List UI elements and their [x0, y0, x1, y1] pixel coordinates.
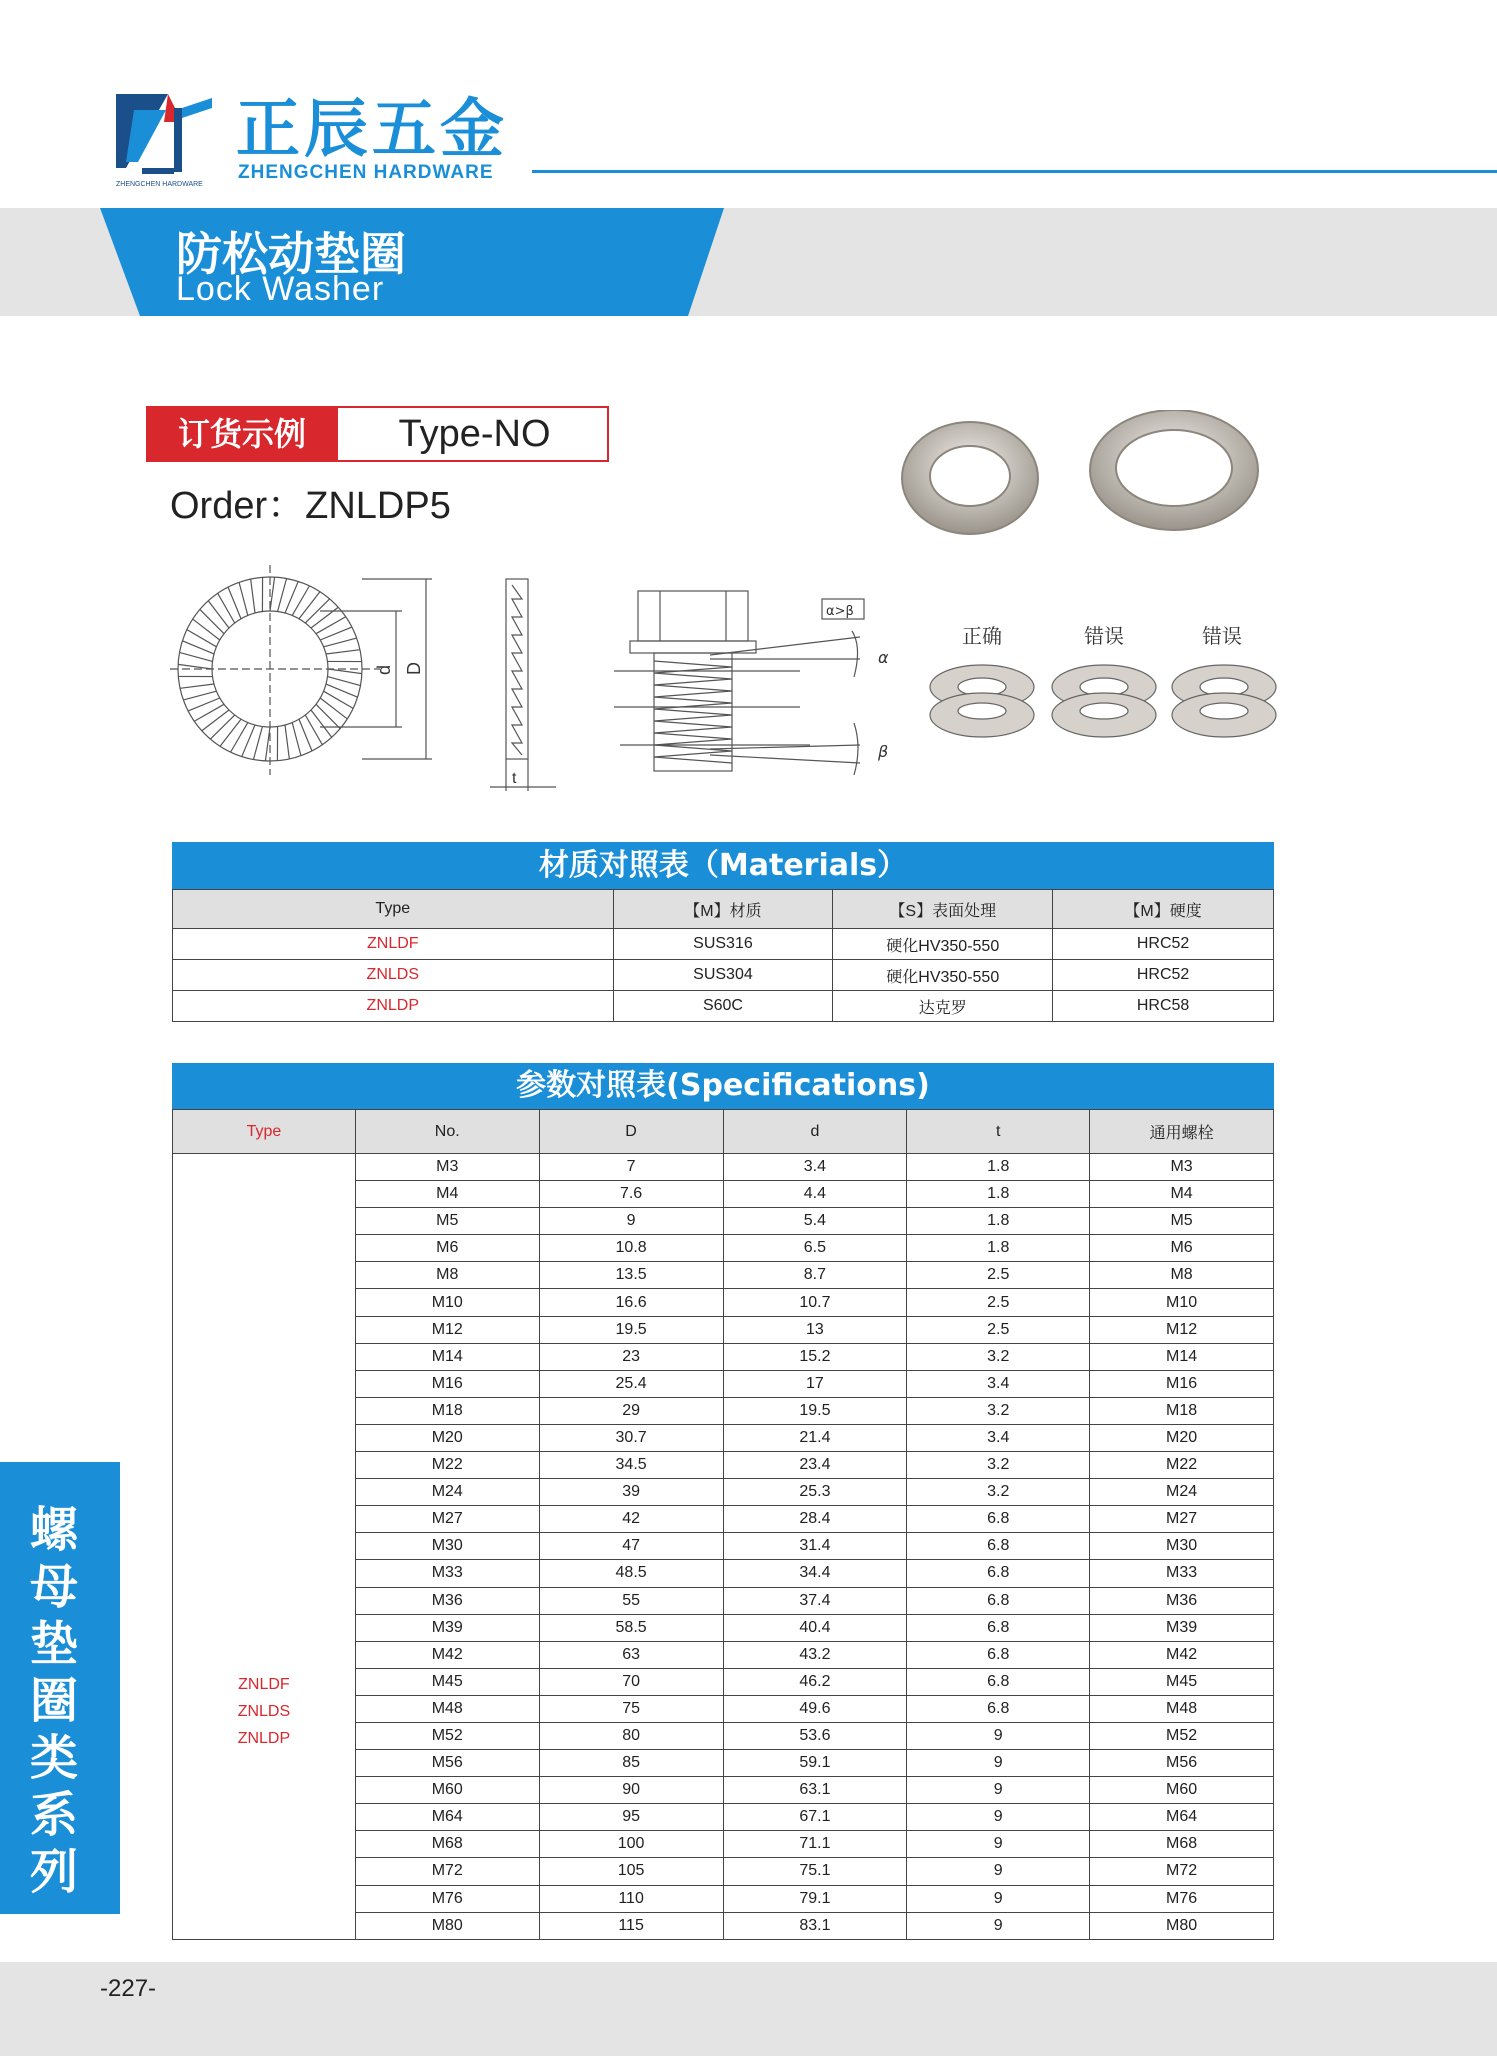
washer-serration — [210, 715, 234, 739]
specs-cell: 34.4 — [723, 1560, 907, 1587]
specs-header-row — [173, 1110, 1274, 1154]
materials-row — [173, 991, 1274, 1022]
specs-col-d: d — [723, 1110, 907, 1154]
page-title-cn: 防松动垫圈 — [176, 227, 406, 281]
materials-cell: HRC52 — [1053, 960, 1274, 991]
specs-cell: M56 — [1090, 1750, 1274, 1777]
order-tag: 订货示例 — [146, 406, 338, 462]
specs-cell: 9 — [907, 1831, 1090, 1858]
specs-cell: 37.4 — [723, 1587, 907, 1614]
washer-serration — [320, 698, 347, 719]
materials-col-type: Type — [173, 890, 614, 929]
specs-cell: 80 — [539, 1722, 723, 1749]
specs-col-no: No. — [355, 1110, 539, 1154]
specs-cell: 6.8 — [907, 1695, 1090, 1722]
materials-cell: HRC52 — [1053, 929, 1274, 960]
washer-side-view — [490, 579, 556, 791]
specs-cell: 9 — [907, 1722, 1090, 1749]
specs-cell: 6.8 — [907, 1668, 1090, 1695]
specs-cell: 6.8 — [907, 1506, 1090, 1533]
specs-cell: M42 — [355, 1641, 539, 1668]
specs-cell: 9 — [907, 1804, 1090, 1831]
label-correct: 正确 — [962, 624, 1002, 648]
specs-cell: 34.5 — [539, 1452, 723, 1479]
specs-title: 参数对照表(Specifications) — [172, 1063, 1274, 1109]
specs-cell: 3.4 — [723, 1154, 907, 1181]
specs-cell: 49.6 — [723, 1695, 907, 1722]
materials-cell: SUS304 — [613, 960, 833, 991]
specs-cell: 63.1 — [723, 1777, 907, 1804]
specs-cell: 31.4 — [723, 1533, 907, 1560]
order-code: Order：ZNLDP5 — [170, 485, 451, 527]
page-number: -227- — [100, 1975, 157, 2002]
washer-serration — [324, 638, 357, 647]
specs-cell: M5 — [355, 1208, 539, 1235]
specs-type-label: ZNLDP — [237, 1729, 291, 1747]
specs-cell: 9 — [907, 1858, 1090, 1885]
washer-serration — [183, 691, 216, 700]
washer-serration — [253, 727, 262, 760]
specs-cell: 8.7 — [723, 1262, 907, 1289]
specs-cell: M33 — [355, 1560, 539, 1587]
specs-cell: M24 — [1090, 1479, 1274, 1506]
specs-cell: 13 — [723, 1316, 907, 1343]
specs-cell: 7.6 — [539, 1181, 723, 1208]
materials-row — [173, 960, 1274, 991]
specs-cell: 53.6 — [723, 1722, 907, 1749]
specs-cell: 3.2 — [907, 1452, 1090, 1479]
washer-pairs — [930, 665, 1276, 737]
specs-cell: 5.4 — [723, 1208, 907, 1235]
order-type: Type-NO — [398, 413, 551, 455]
materials-cell: S60C — [613, 991, 833, 1022]
specs-cell: 46.2 — [723, 1668, 907, 1695]
specs-cell: M14 — [1090, 1343, 1274, 1370]
specs-cell: 3.2 — [907, 1479, 1090, 1506]
materials-type-cell: ZNLDS — [173, 960, 614, 991]
specs-cell: 9 — [907, 1777, 1090, 1804]
specs-cell: M64 — [1090, 1804, 1274, 1831]
specs-type-cell — [173, 1154, 356, 1940]
specs-cell: M45 — [355, 1668, 539, 1695]
specs-cell: 1.8 — [907, 1208, 1090, 1235]
washer-serration — [328, 677, 361, 686]
specs-cell: 115 — [539, 1912, 723, 1939]
materials-cell: 达克罗 — [833, 991, 1053, 1022]
specs-cell: M80 — [355, 1912, 539, 1939]
materials-col-material: 【M】材质 — [613, 890, 833, 929]
specs-cell: M68 — [355, 1831, 539, 1858]
header-rule — [532, 170, 1497, 173]
brand-name-cn: 正辰五金 — [236, 93, 508, 167]
specs-cell: 43.2 — [723, 1641, 907, 1668]
washer-serration — [220, 719, 241, 746]
product-photos — [890, 410, 1280, 550]
specs-cell: 29 — [539, 1397, 723, 1424]
specs-cell: M27 — [355, 1506, 539, 1533]
specs-cell: M4 — [355, 1181, 539, 1208]
specs-cell: 4.4 — [723, 1181, 907, 1208]
specs-cell: M5 — [1090, 1208, 1274, 1235]
specs-cell: M20 — [355, 1424, 539, 1451]
materials-header-row — [173, 890, 1274, 929]
specs-cell: 21.4 — [723, 1424, 907, 1451]
angle-beta: β — [878, 742, 889, 761]
specs-cell: M39 — [355, 1614, 539, 1641]
washer-photo-small — [902, 422, 1038, 534]
angle-alpha: α — [878, 648, 889, 667]
dim-t: t — [512, 770, 517, 787]
washer-serration — [239, 582, 248, 615]
specs-cell: 28.4 — [723, 1506, 907, 1533]
specs-cell: 3.4 — [907, 1424, 1090, 1451]
specs-cell: 83.1 — [723, 1912, 907, 1939]
specs-cell: 63 — [539, 1641, 723, 1668]
materials-type-cell: ZNLDP — [173, 991, 614, 1022]
specs-cell: M60 — [1090, 1777, 1274, 1804]
washer-serration — [311, 710, 332, 737]
washer-serration — [292, 723, 301, 756]
specs-cell: 100 — [539, 1831, 723, 1858]
specs-cell: 48.5 — [539, 1560, 723, 1587]
specs-cell: M8 — [355, 1262, 539, 1289]
washer-serration — [326, 650, 360, 654]
specs-cell: 19.5 — [723, 1397, 907, 1424]
materials-col-hardness: 【M】硬度 — [1053, 890, 1274, 929]
specs-type-label: ZNLDF — [238, 1675, 290, 1693]
specs-cell: M42 — [1090, 1641, 1274, 1668]
specs-cell: M56 — [355, 1750, 539, 1777]
specs-cell: 10.8 — [539, 1235, 723, 1262]
specs-cell: M60 — [355, 1777, 539, 1804]
specs-cell: M48 — [355, 1695, 539, 1722]
specs-col-t: t — [907, 1110, 1090, 1154]
specs-col-type: Type — [173, 1110, 356, 1154]
angle-relation: α>β — [826, 604, 854, 619]
specs-cell: M10 — [355, 1289, 539, 1316]
specs-cell: 3.2 — [907, 1343, 1090, 1370]
specs-cell: M30 — [355, 1533, 539, 1560]
specs-cell: 9 — [907, 1885, 1090, 1912]
specs-cell: M36 — [355, 1587, 539, 1614]
specs-cell: M27 — [1090, 1506, 1274, 1533]
specs-cell: 2.5 — [907, 1289, 1090, 1316]
specs-cell: 9 — [539, 1208, 723, 1235]
specs-cell: 95 — [539, 1804, 723, 1831]
specs-cell: 67.1 — [723, 1804, 907, 1831]
specs-cell: 7 — [539, 1154, 723, 1181]
specs-cell: 90 — [539, 1777, 723, 1804]
specs-cell: M36 — [1090, 1587, 1274, 1614]
specs-cell: M30 — [1090, 1533, 1274, 1560]
specs-cell: M48 — [1090, 1695, 1274, 1722]
specs-cell: 25.4 — [539, 1370, 723, 1397]
specs-cell: 42 — [539, 1506, 723, 1533]
specs-cell: M76 — [1090, 1885, 1274, 1912]
dim-D: D — [404, 662, 424, 675]
washer-serration — [193, 619, 220, 640]
washer-serration — [311, 607, 338, 628]
specs-cell: M24 — [355, 1479, 539, 1506]
materials-type-cell: ZNLDF — [173, 929, 614, 960]
washer-serration — [265, 727, 270, 761]
logo-subtext: ZHENGCHEN HARDWARE — [116, 181, 203, 188]
page-title-en: Lock Washer — [176, 270, 385, 308]
materials-cell: 硬化HV350-550 — [833, 929, 1053, 960]
specs-cell: 23.4 — [723, 1452, 907, 1479]
specs-cell: 75 — [539, 1695, 723, 1722]
specs-cell: M18 — [1090, 1397, 1274, 1424]
specs-cell: M52 — [1090, 1722, 1274, 1749]
washer-serration — [316, 704, 340, 728]
footer-band — [0, 1962, 1497, 2056]
materials-col-surface: 【S】表面处理 — [833, 890, 1053, 929]
materials-cell: 硬化HV350-550 — [833, 960, 1053, 991]
dim-d: d — [374, 664, 394, 675]
specs-cell: M8 — [1090, 1262, 1274, 1289]
specs-grid — [172, 1109, 1274, 1940]
specs-cell: M22 — [1090, 1452, 1274, 1479]
specs-col-bolt: 通用螺栓 — [1090, 1110, 1274, 1154]
washer-photo-large — [1090, 410, 1258, 530]
washer-serration — [285, 725, 289, 759]
specs-cell: 2.5 — [907, 1262, 1090, 1289]
specs-cell: M72 — [355, 1858, 539, 1885]
washer-serration — [278, 579, 287, 612]
label-wrong-1: 错误 — [1084, 624, 1124, 648]
specs-cell: 15.2 — [723, 1343, 907, 1370]
specs-cell: M33 — [1090, 1560, 1274, 1587]
specs-cell: M16 — [355, 1370, 539, 1397]
washer-serration — [328, 669, 362, 674]
specs-cell: M3 — [355, 1154, 539, 1181]
materials-table — [172, 842, 1274, 1022]
specs-cell: M4 — [1090, 1181, 1274, 1208]
specs-cell: 17 — [723, 1370, 907, 1397]
specs-cell: M52 — [355, 1722, 539, 1749]
brand-name-en: ZHENGCHEN HARDWARE — [238, 162, 494, 183]
specs-cell: M12 — [355, 1316, 539, 1343]
materials-cell: HRC58 — [1053, 991, 1274, 1022]
specs-cell: 23 — [539, 1343, 723, 1370]
specs-cell: 9 — [907, 1750, 1090, 1777]
specs-cell: M6 — [1090, 1235, 1274, 1262]
specs-cell: 10.7 — [723, 1289, 907, 1316]
specs-cell: M76 — [355, 1885, 539, 1912]
table-row — [173, 1154, 1274, 1181]
specs-cell: M39 — [1090, 1614, 1274, 1641]
washer-serration — [251, 579, 255, 613]
specs-cell: 19.5 — [539, 1316, 723, 1343]
specs-cell: 3.2 — [907, 1397, 1090, 1424]
specs-cell: M20 — [1090, 1424, 1274, 1451]
specs-cell: M64 — [355, 1804, 539, 1831]
specs-cell: 59.1 — [723, 1750, 907, 1777]
specs-cell: M18 — [355, 1397, 539, 1424]
specs-cell: M68 — [1090, 1831, 1274, 1858]
specs-cell: 6.5 — [723, 1235, 907, 1262]
specs-cell: M16 — [1090, 1370, 1274, 1397]
specs-cell: 3.4 — [907, 1370, 1090, 1397]
specs-cell: M3 — [1090, 1154, 1274, 1181]
specs-cell: 2.5 — [907, 1316, 1090, 1343]
materials-row — [173, 929, 1274, 960]
specs-cell: 58.5 — [539, 1614, 723, 1641]
materials-title: 材质对照表（Materials） — [172, 842, 1274, 889]
specs-cell: M22 — [355, 1452, 539, 1479]
specs-cell: 6.8 — [907, 1587, 1090, 1614]
washer-serration — [270, 577, 275, 611]
specs-cell: 25.3 — [723, 1479, 907, 1506]
specs-cell: 9 — [907, 1912, 1090, 1939]
specs-cell: 105 — [539, 1858, 723, 1885]
brand-logo — [112, 88, 218, 190]
specs-cell: 6.8 — [907, 1614, 1090, 1641]
technical-drawing — [170, 565, 1290, 800]
specs-cell: M10 — [1090, 1289, 1274, 1316]
specs-type-label: ZNLDS — [237, 1702, 291, 1720]
specs-col-D: D — [539, 1110, 723, 1154]
specs-cell: 1.8 — [907, 1154, 1090, 1181]
washer-serration — [180, 684, 214, 688]
specs-cell: 71.1 — [723, 1831, 907, 1858]
specs-cell: 70 — [539, 1668, 723, 1695]
specs-cell: M72 — [1090, 1858, 1274, 1885]
specs-table — [172, 1063, 1274, 1940]
specs-cell: 79.1 — [723, 1885, 907, 1912]
specs-cell: 47 — [539, 1533, 723, 1560]
specs-cell: M12 — [1090, 1316, 1274, 1343]
specs-cell: 39 — [539, 1479, 723, 1506]
specs-cell: 110 — [539, 1885, 723, 1912]
side-category-label: 螺母垫圈类系列 — [29, 1502, 78, 1900]
washer-serration — [208, 601, 229, 628]
specs-cell: 16.6 — [539, 1289, 723, 1316]
specs-cell: M80 — [1090, 1912, 1274, 1939]
specs-cell: 30.7 — [539, 1424, 723, 1451]
washer-serration — [200, 609, 224, 633]
washer-serration — [180, 652, 213, 661]
specs-cell: 55 — [539, 1587, 723, 1614]
materials-grid — [172, 889, 1274, 1022]
specs-cell: 6.8 — [907, 1560, 1090, 1587]
specs-cell: M6 — [355, 1235, 539, 1262]
specs-cell: M14 — [355, 1343, 539, 1370]
specs-cell: M45 — [1090, 1668, 1274, 1695]
specs-cell: 6.8 — [907, 1641, 1090, 1668]
specs-cell: 40.4 — [723, 1614, 907, 1641]
specs-cell: 85 — [539, 1750, 723, 1777]
washer-serration — [178, 664, 212, 669]
specs-cell: 1.8 — [907, 1235, 1090, 1262]
washer-serration — [202, 710, 229, 731]
specs-cell: 13.5 — [539, 1262, 723, 1289]
materials-cell: SUS316 — [613, 929, 833, 960]
washer-serration — [299, 592, 320, 619]
specs-cell: 75.1 — [723, 1858, 907, 1885]
specs-cell: 1.8 — [907, 1181, 1090, 1208]
specs-cell: 6.8 — [907, 1533, 1090, 1560]
label-wrong-2: 错误 — [1202, 624, 1242, 648]
